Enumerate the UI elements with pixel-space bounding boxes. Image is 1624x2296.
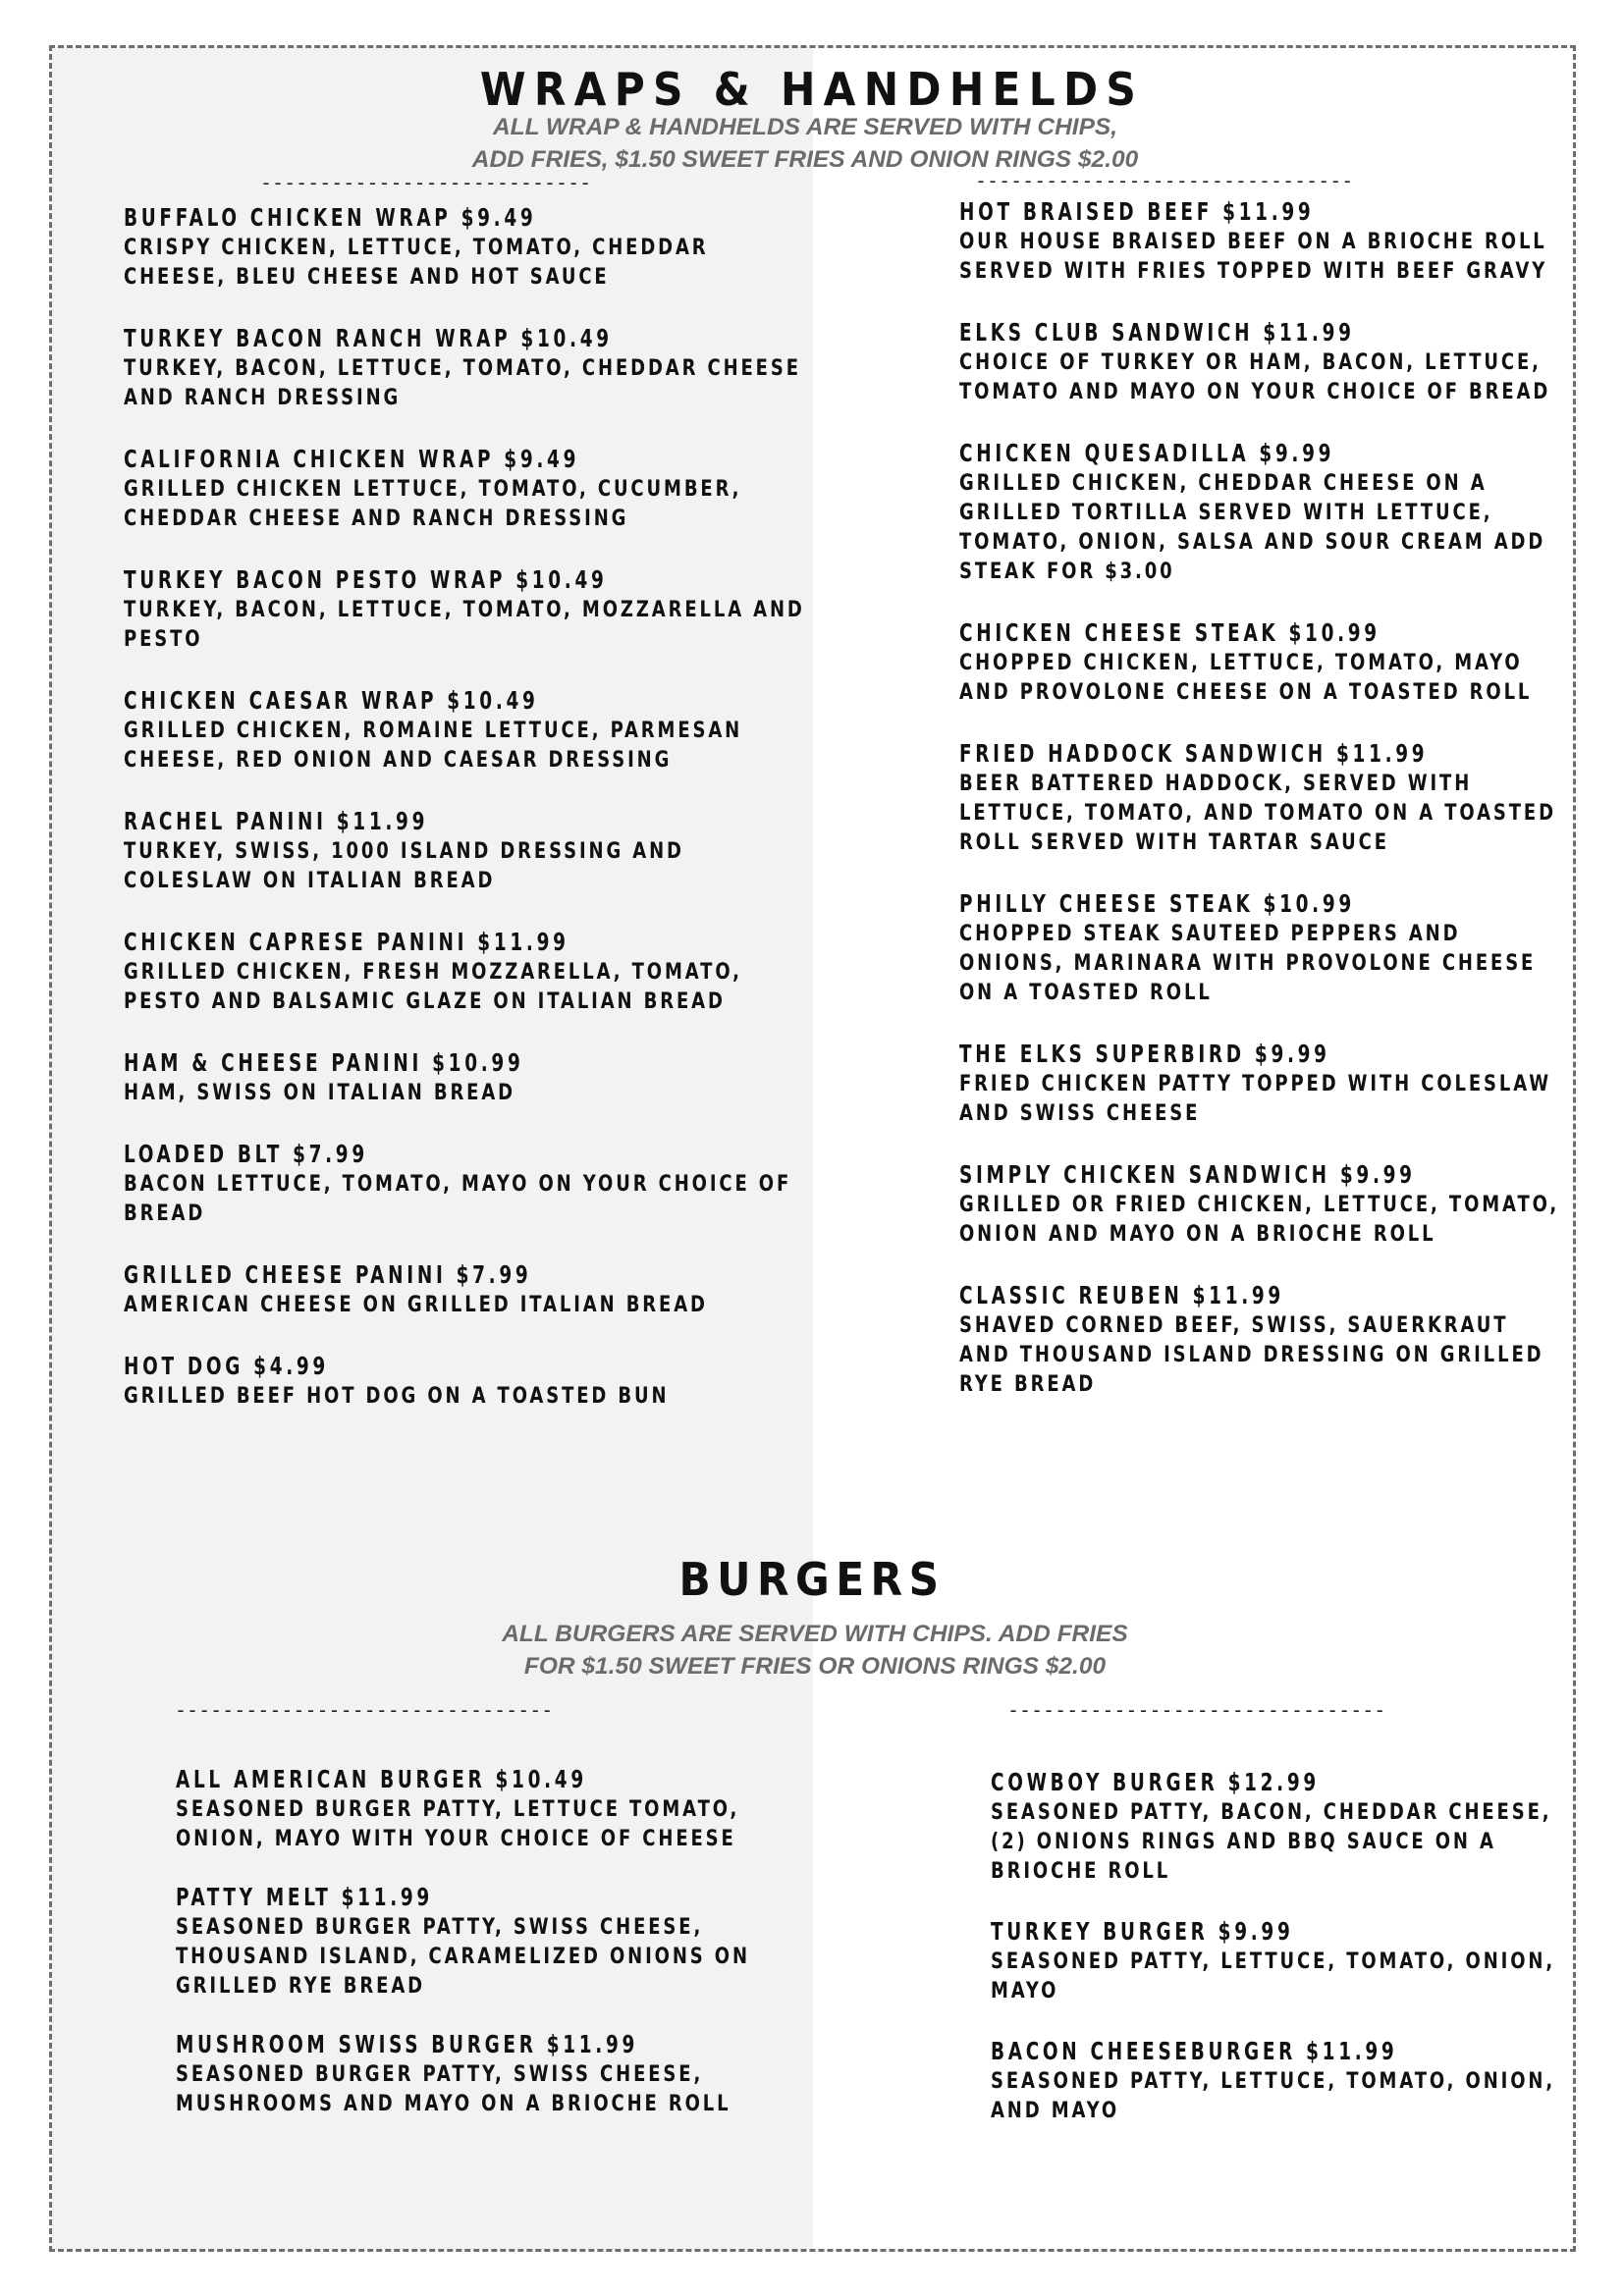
- menu-item: [124, 564, 811, 654]
- menu-item-name: TURKEY BACON PESTO WRAP $10.49: [124, 565, 608, 594]
- menu-item-name: SIMPLY CHICKEN SANDWICH $9.99: [959, 1160, 1416, 1189]
- menu-item-description: SEASONED BURGER PATTY, SWISS CHEESE, MUSHROOMS AND MAYO ON A BRIOCHE ROLL: [176, 2061, 731, 2116]
- menu-item-name: THE ELKS SUPERBIRD $9.99: [959, 1040, 1330, 1068]
- menu-item-name: CLASSIC REUBEN $11.99: [959, 1281, 1284, 1309]
- burgers-left-separator: --------------------------------: [175, 1698, 554, 1722]
- menu-item: [124, 1139, 811, 1228]
- menu-item-description: SEASONED PATTY, LETTUCE, TOMATO, ONION, AND MAYO: [991, 2068, 1556, 2123]
- menu-item: [959, 1159, 1568, 1249]
- menu-item: [124, 323, 811, 412]
- burgers-right-separator: --------------------------------: [1007, 1698, 1386, 1722]
- wraps-right-separator: --------------------------------: [975, 169, 1354, 192]
- menu-item: [124, 927, 811, 1016]
- wraps-section-title: WRAPS & HANDHELDS: [479, 63, 1145, 116]
- menu-item: [124, 202, 811, 292]
- menu-item-name: HAM & CHEESE PANINI $10.99: [124, 1048, 524, 1077]
- wraps-left-separator: ----------------------------: [260, 171, 592, 194]
- burgers-subtitle-line1: ALL BURGERS ARE SERVED WITH CHIPS. ADD FRIES: [502, 1621, 1128, 1647]
- menu-item-description: CHOPPED CHICKEN, LETTUCE, TOMATO, MAYO AND PROVOLONE CHEESE ON A TOASTED ROLL: [959, 650, 1533, 705]
- menu-item-description: SEASONED PATTY, LETTUCE, TOMATO, ONION, MAYO: [991, 1949, 1556, 2003]
- menu-item-name: TURKEY BACON RANCH WRAP $10.49: [124, 324, 613, 352]
- menu-item-description: HAM, SWISS ON ITALIAN BREAD: [124, 1080, 515, 1105]
- menu-item-description: GRILLED CHICKEN LETTUCE, TOMATO, CUCUMBER, CHEDDAR CHEESE AND RANCH DRESSING: [124, 476, 742, 531]
- burgers-subtitle-line2: FOR $1.50 SWEET FRIES OR ONIONS RINGS $2.00: [523, 1653, 1107, 1680]
- menu-item: [124, 685, 811, 774]
- menu-item-name: FRIED HADDOCK SANDWICH $11.99: [959, 739, 1429, 768]
- menu-item: [176, 1764, 804, 1853]
- menu-item-name: CHICKEN QUESADILLA $9.99: [959, 439, 1335, 467]
- menu-item-name: CALIFORNIA CHICKEN WRAP $9.49: [124, 445, 580, 473]
- wraps-left-column: [124, 202, 811, 1442]
- wraps-subtitle-line1: ALL WRAP & HANDHELDS ARE SERVED WITH CHIPS,: [492, 114, 1118, 140]
- burgers-left-column: [176, 1764, 804, 2147]
- burgers-section-title: BURGERS: [678, 1553, 946, 1606]
- menu-item-name: COWBOY BURGER $12.99: [991, 1768, 1320, 1796]
- menu-item-name: MUSHROOM SWISS BURGER $11.99: [176, 2030, 639, 2058]
- menu-item-name: CHICKEN CHEESE STEAK $10.99: [959, 618, 1380, 647]
- menu-item-name: TURKEY BURGER $9.99: [991, 1917, 1294, 1946]
- menu-item-name: CHICKEN CAPRESE PANINI $11.99: [124, 928, 569, 956]
- menu-item: [991, 1767, 1570, 1886]
- menu-item: [959, 438, 1568, 586]
- menu-item-name: LOADED BLT $7.99: [124, 1140, 368, 1168]
- menu-item-description: OUR HOUSE BRAISED BEEF ON A BRIOCHE ROLL SERVED WITH FRIES TOPPED WITH BEEF GRAVY: [959, 229, 1548, 284]
- menu-item-description: BACON LETTUCE, TOMATO, MAYO ON YOUR CHOICE OF BREAD: [124, 1171, 792, 1226]
- burgers-right-column: [991, 1767, 1570, 2156]
- wraps-subtitle: [334, 111, 1276, 176]
- menu-item-description: GRILLED CHICKEN, FRESH MOZZARELLA, TOMATO, PESTO AND BALSAMIC GLAZE ON ITALIAN BREAD: [124, 959, 742, 1014]
- menu-item-name: ELKS CLUB SANDWICH $11.99: [959, 318, 1355, 347]
- menu-item-description: SEASONED BURGER PATTY, LETTUCE TOMATO, ONION, MAYO WITH YOUR CHOICE OF CHEESE: [176, 1796, 740, 1851]
- menu-item-name: GRILLED CHEESE PANINI $7.99: [124, 1260, 532, 1289]
- menu-item: [959, 317, 1568, 406]
- menu-item: [176, 1882, 804, 2001]
- menu-item-name: HOT DOG $4.99: [124, 1352, 329, 1380]
- menu-item-name: BUFFALO CHICKEN WRAP $9.49: [124, 203, 537, 232]
- menu-item: [124, 444, 811, 533]
- menu-item: [176, 2029, 804, 2118]
- menu-item-description: GRILLED BEEF HOT DOG ON A TOASTED BUN: [124, 1383, 670, 1409]
- menu-item-description: BEER BATTERED HADDOCK, SERVED WITH LETTUCE, TOMATO, AND TOMATO ON A TOASTED ROLL SERVED WITH TARTAR SAUCE: [959, 771, 1556, 855]
- menu-item-name: RACHEL PANINI $11.99: [124, 807, 429, 835]
- menu-item-name: ALL AMERICAN BURGER $10.49: [176, 1765, 587, 1793]
- menu-item-name: HOT BRAISED BEEF $11.99: [959, 197, 1315, 226]
- menu-item-description: TURKEY, BACON, LETTUCE, TOMATO, CHEDDAR CHEESE AND RANCH DRESSING: [124, 355, 801, 410]
- menu-item-name: PHILLY CHEESE STEAK $10.99: [959, 889, 1355, 918]
- menu-item-description: TURKEY, BACON, LETTUCE, TOMATO, MOZZARELLA AND PESTO: [124, 597, 805, 652]
- menu-item: [959, 196, 1568, 286]
- menu-item-description: CHOICE OF TURKEY OR HAM, BACON, LETTUCE, TOMATO AND MAYO ON YOUR CHOICE OF BREAD: [959, 349, 1551, 404]
- menu-item: [991, 2036, 1570, 2125]
- menu-item-description: SHAVED CORNED BEEF, SWISS, SAUERKRAUT AND THOUSAND ISLAND DRESSING ON GRILLED RYE BREAD: [959, 1312, 1544, 1397]
- menu-item-description: GRILLED CHICKEN, CHEDDAR CHEESE ON A GRILLED TORTILLA SERVED WITH LETTUCE, TOMATO, ONION, SALSA AND SOUR CREAM ADD STEAK FOR $3.00: [959, 470, 1546, 584]
- menu-item: [124, 806, 811, 895]
- menu-item: [959, 1280, 1568, 1399]
- menu-item: [124, 1047, 811, 1107]
- burgers-subtitle: [353, 1618, 1276, 1682]
- menu-item: [959, 617, 1568, 707]
- menu-item-description: TURKEY, SWISS, 1000 ISLAND DRESSING AND COLESLAW ON ITALIAN BREAD: [124, 838, 684, 893]
- menu-item-name: CHICKEN CAESAR WRAP $10.49: [124, 686, 539, 715]
- menu-item: [959, 738, 1568, 857]
- wraps-subtitle-line2: ADD FRIES, $1.50 SWEET FRIES AND ONION RINGS $2.00: [471, 146, 1139, 173]
- menu-item: [991, 1916, 1570, 2005]
- menu-item-description: CHOPPED STEAK SAUTEED PEPPERS AND ONIONS, MARINARA WITH PROVOLONE CHEESE ON A TOASTED ROLL: [959, 921, 1537, 1005]
- menu-item-name: PATTY MELT $11.99: [176, 1883, 433, 1911]
- menu-item-description: SEASONED PATTY, BACON, CHEDDAR CHEESE, (2) ONIONS RINGS AND BBQ SAUCE ON A BRIOCHE ROLL: [991, 1799, 1552, 1884]
- menu-item: [959, 888, 1568, 1007]
- menu-item: [959, 1039, 1568, 1128]
- menu-item-description: AMERICAN CHEESE ON GRILLED ITALIAN BREAD: [124, 1292, 708, 1317]
- wraps-right-column: [959, 196, 1568, 1430]
- menu-item-description: GRILLED OR FRIED CHICKEN, LETTUCE, TOMATO, ONION AND MAYO ON A BRIOCHE ROLL: [959, 1192, 1560, 1247]
- menu-item-name: BACON CHEESEBURGER $11.99: [991, 2037, 1398, 2065]
- menu-item-description: CRISPY CHICKEN, LETTUCE, TOMATO, CHEDDAR CHEESE, BLEU CHEESE AND HOT SAUCE: [124, 235, 709, 290]
- menu-item: [124, 1351, 811, 1411]
- menu-item: [124, 1259, 811, 1319]
- menu-item-description: SEASONED BURGER PATTY, SWISS CHEESE, THOUSAND ISLAND, CARAMELIZED ONIONS ON GRILLED RYE BREAD: [176, 1914, 750, 1999]
- menu-item-description: GRILLED CHICKEN, ROMAINE LETTUCE, PARMESAN CHEESE, RED ONION AND CAESAR DRESSING: [124, 718, 743, 773]
- menu-item-description: FRIED CHICKEN PATTY TOPPED WITH COLESLAW AND SWISS CHEESE: [959, 1071, 1551, 1126]
